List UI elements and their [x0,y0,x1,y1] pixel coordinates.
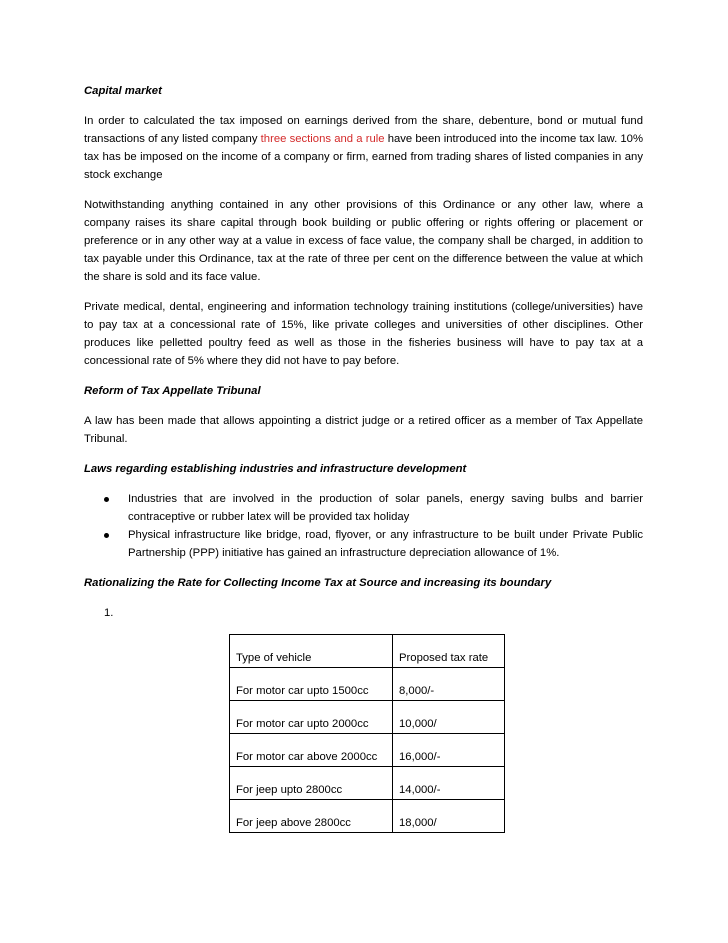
paragraph-text: In order to calculated the tax imposed on earnings derived from the share, debenture, bond or mutual fund transactions of any listed company [84,115,643,145]
table-row [230,767,505,800]
table-header-row [230,635,505,668]
table-cell: For motor car above 2000cc [230,734,393,767]
paragraph-capital-market-2: Notwithstanding anything contained in any other provisions of this Ordinance or any other law, where a company raises its share capital through book building or public offering or rights offering or placement or preference or in any other way at a value in excess of face value, the company shall be charged, in addition to tax payable under this Ordinance, tax at the rate of three per cent on the difference between the value at which the share is sold and its face value. [84,199,643,283]
table-row [230,800,505,833]
table-row [230,668,505,701]
bullet-icon [104,497,109,502]
table-header-cell: Type of vehicle [230,635,393,668]
highlighted-text: three sections and a rule [260,133,385,145]
list-item-text: Physical infrastructure like bridge, road, flyover, or any infrastructure to be built under Private Public Partnership (PPP) initiative has gained an infrastructure depreciation allowance of 1%. [128,529,643,559]
table-cell: 10,000/ [393,701,505,734]
vehicle-tax-table [229,634,505,833]
paragraph-capital-market-1 [84,112,643,184]
list-item [84,526,643,562]
paragraph-text: have been introduced into the income tax law. 10% tax has be imposed on the income of a company or firm, earned from trading shares of listed companies in any stock exchange [84,133,643,181]
bullet-list [84,490,643,562]
heading-capital-market: Capital market [84,85,162,97]
table-cell: For motor car upto 2000cc [230,701,393,734]
table-cell: For jeep upto 2800cc [230,767,393,800]
list-item-text: Industries that are involved in the production of solar panels, energy saving bulbs and barrier contraceptive or rubber latex will be provided tax holiday [128,493,643,523]
table-cell: 8,000/- [393,668,505,701]
table-cell: 14,000/- [393,767,505,800]
bullet-icon [104,533,109,538]
table-row [230,701,505,734]
table-header-cell: Proposed tax rate [393,635,505,668]
document-page [84,82,643,833]
numbered-item-marker: 1. [104,607,114,619]
list-item [84,490,643,526]
table-cell: For jeep above 2800cc [230,800,393,833]
table-cell: 18,000/ [393,800,505,833]
table-row [230,734,505,767]
paragraph-capital-market-3: Private medical, dental, engineering and information technology training institutions (college/universities) have to pay tax at a concessional rate of 15%, like private colleges and universities of other disciplines. Other produces like pelletted poultry feed as well as those in the fisheries business will have to pay tax at a concessional rate of 5% where they did not have to pay before. [84,301,643,367]
table-cell: For motor car upto 1500cc [230,668,393,701]
paragraph-reform-tribunal: A law has been made that allows appointing a district judge or a retired officer as a member of Tax Appellate Tribunal. [84,415,643,445]
heading-reform-tribunal: Reform of Tax Appellate Tribunal [84,385,261,397]
table-cell: 16,000/- [393,734,505,767]
heading-laws-industries: Laws regarding establishing industries and infrastructure development [84,463,467,475]
heading-rationalizing: Rationalizing the Rate for Collecting Income Tax at Source and increasing its boundary [84,577,552,589]
